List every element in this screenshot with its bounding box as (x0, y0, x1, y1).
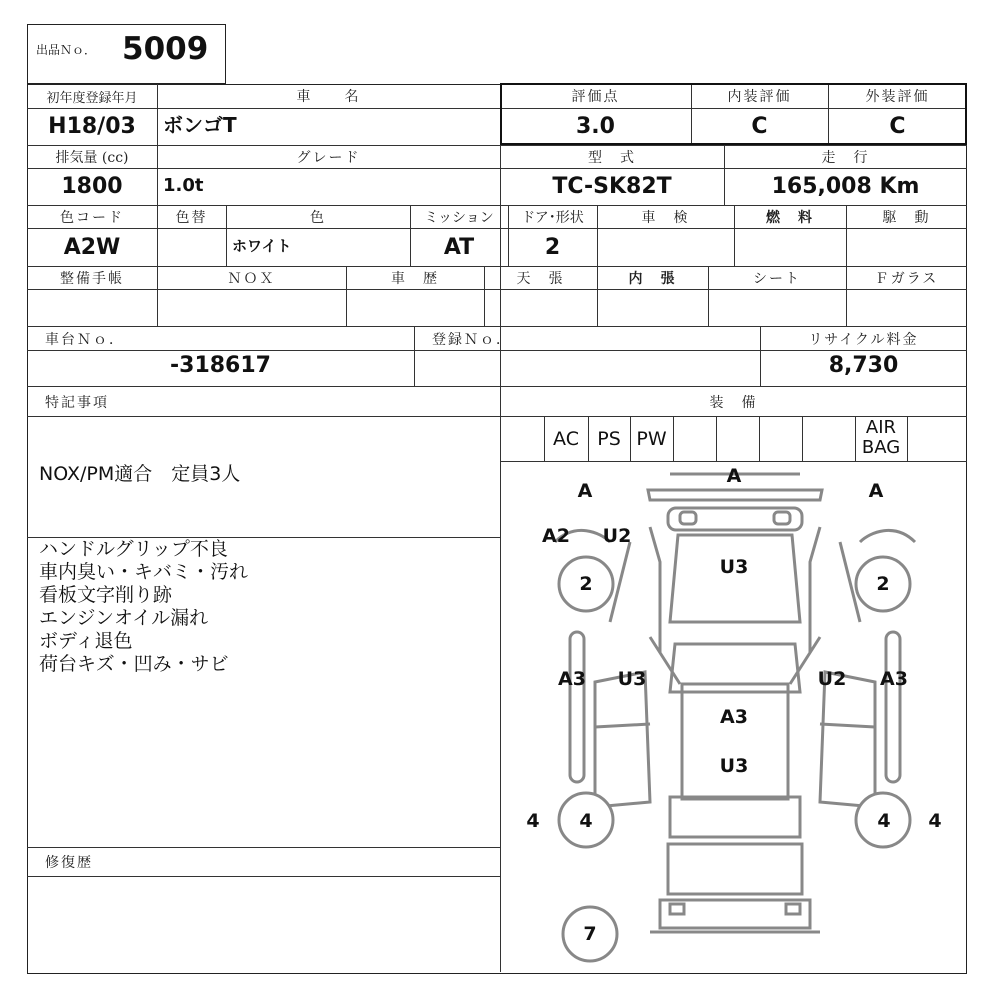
damage-door-left-u2: U2 (602, 525, 632, 547)
damage-windshield: U3 (719, 556, 749, 578)
color-code-value: A2W (63, 234, 121, 260)
fuel-label: 燃 料 (766, 209, 814, 226)
chassis-label: 車台Ｎｏ． (45, 332, 125, 348)
equipment-ps: PS (597, 427, 621, 450)
lot-box (27, 24, 226, 84)
score-label: 評価点 (571, 89, 620, 105)
recycle-label: リサイクル料金 (808, 332, 919, 348)
door-value: 2 (544, 234, 561, 260)
exterior-value: C (889, 114, 906, 139)
equipment-airbag (855, 416, 907, 461)
damage-spare: 7 (583, 923, 597, 945)
damage-front-left: A (577, 480, 593, 502)
color-change-label: 色替 (175, 209, 208, 226)
nox-label: ＮＯＸ (227, 270, 276, 287)
history-label: 車 歴 (391, 270, 439, 287)
interior-value: C (751, 114, 768, 139)
displacement-value: 1800 (61, 174, 123, 199)
equipment-ac: AC (553, 427, 579, 450)
remarks-note: NOX/PM適合 定員3人 (39, 463, 241, 485)
equipment-pw: PW (636, 427, 667, 450)
car-name-value: ボンゴT (163, 112, 237, 137)
inspection-label: 車 検 (641, 209, 690, 226)
damage-tire-rl: 4 (579, 810, 593, 832)
first-reg-value: H18/03 (48, 114, 136, 139)
model-label: 型 式 (588, 149, 636, 166)
interior-label: 内装評価 (727, 89, 792, 105)
remarks-list (39, 538, 248, 676)
damage-front-right: A (868, 480, 884, 502)
chassis-value: -318617 (170, 352, 271, 378)
upholstery-label: 内 張 (628, 270, 677, 287)
damage-front-center: A (726, 465, 742, 487)
lot-label: 出品Ｎｏ． (36, 43, 97, 57)
color-label: 色 (310, 209, 326, 226)
airbag-line2: BAG (861, 437, 901, 458)
remarks-label: 特記事項 (45, 395, 109, 411)
maintenance-label: 整備手帳 (60, 270, 124, 287)
remark-line: エンジンオイル漏れ (39, 607, 209, 629)
mileage-label: 走 行 (821, 149, 870, 166)
equipment-label: 装 備 (709, 395, 758, 411)
remark-line: 看板文字削り跡 (39, 584, 173, 606)
damage-side-left-a3: A3 (558, 668, 586, 690)
airbag-line1: AIR (865, 417, 897, 438)
damage-tire-rr-out: 4 (928, 810, 942, 832)
damage-bed-a3: A3 (720, 706, 748, 728)
mission-label: ミッション (424, 209, 494, 226)
drive-label: 駆 動 (882, 209, 931, 226)
score-value: 3.0 (576, 114, 615, 139)
damage-side-left-u3: U3 (617, 668, 647, 690)
grade-label: グレード (296, 149, 361, 166)
door-label: ドア･形状 (521, 209, 584, 226)
first-reg-label: 初年度登録年月 (46, 90, 138, 106)
damage-side-right-a3: A3 (880, 668, 908, 690)
damage-tire-fl: 2 (579, 573, 593, 595)
damage-tire-fr: 2 (876, 573, 890, 595)
displacement-label: 排気量 (cc) (55, 149, 129, 166)
color-code-label: 色コード (60, 209, 124, 226)
damage-side-right-u2: U2 (817, 668, 847, 690)
lot-number: 5009 (122, 31, 209, 67)
remark-line: ボディ退色 (39, 630, 133, 652)
damage-tire-rr: 4 (877, 810, 891, 832)
color-value: ホワイト (232, 236, 292, 255)
remark-line: ハンドルグリップ不良 (39, 538, 228, 560)
roof-label: 天 張 (516, 270, 565, 287)
damage-door-left-a2: A2 (542, 525, 570, 547)
grade-value: 1.0t (163, 174, 204, 196)
model-value: TC-SK82T (552, 174, 672, 199)
mileage-value: 165,008 Km (771, 174, 920, 199)
car-name-label: 車 名 (296, 89, 361, 105)
remark-line: 荷台キズ・凹み・サビ (39, 653, 229, 675)
recycle-value: 8,730 (828, 352, 899, 378)
seat-label: シート (753, 270, 801, 287)
remark-line: 車内臭い・キバミ・汚れ (39, 561, 249, 583)
repair-label: 修復歴 (45, 855, 93, 871)
mission-value: AT (443, 234, 475, 260)
damage-tire-rl-out: 4 (526, 810, 540, 832)
fglass-label: Ｆガラス (874, 270, 939, 287)
damage-bed-u3: U3 (719, 755, 749, 777)
registration-label: 登録Ｎｏ． (432, 332, 512, 348)
exterior-label: 外装評価 (865, 89, 930, 105)
